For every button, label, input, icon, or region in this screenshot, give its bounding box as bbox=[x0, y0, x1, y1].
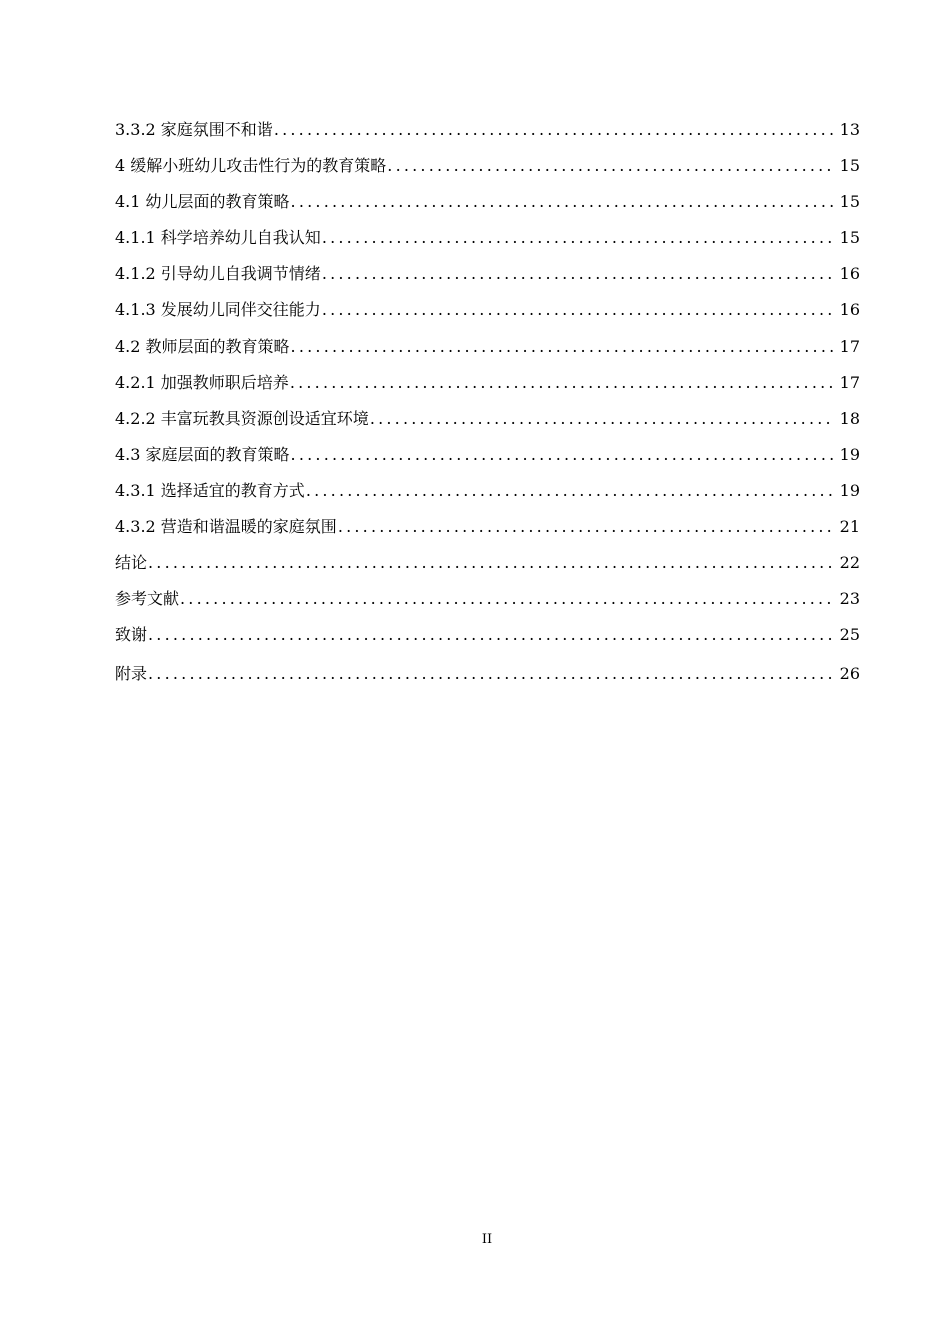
toc-entry[interactable] bbox=[115, 660, 860, 696]
toc-entry-label: 4.1.3 发展幼儿同伴交往能力 bbox=[115, 300, 321, 320]
toc-entry-page: 15 bbox=[839, 192, 860, 212]
toc-leader-dots bbox=[180, 585, 835, 613]
toc-entry-page: 22 bbox=[839, 553, 860, 573]
toc-entry[interactable] bbox=[115, 369, 860, 405]
toc-leader-dots bbox=[322, 296, 835, 324]
toc-leader-dots bbox=[291, 333, 835, 361]
toc-leader-dots bbox=[148, 660, 835, 688]
toc-entry-page: 15 bbox=[839, 156, 860, 176]
toc-entry-label: 4.1.2 引导幼儿自我调节情绪 bbox=[115, 264, 321, 284]
toc-entry[interactable] bbox=[115, 405, 860, 441]
toc-entry-page: 16 bbox=[839, 300, 860, 320]
toc-entry[interactable] bbox=[115, 333, 860, 369]
toc-entry-label: 3.3.2 家庭氛围不和谐 bbox=[115, 120, 273, 139]
toc-entry[interactable] bbox=[115, 621, 860, 657]
toc-entry-page: 19 bbox=[839, 480, 860, 500]
toc-entry-label: 4.2 教师层面的教育策略 bbox=[115, 336, 290, 356]
toc-leader-dots bbox=[322, 224, 835, 252]
toc-leader-dots bbox=[291, 441, 835, 469]
toc-entry-label: 4 缓解小班幼儿攻击性行为的教育策略 bbox=[115, 156, 387, 176]
toc-leader-dots bbox=[338, 513, 835, 541]
toc-leader-dots bbox=[387, 152, 835, 180]
toc-leader-dots bbox=[306, 477, 835, 505]
toc-leader-dots bbox=[290, 369, 835, 397]
toc-leader-dots bbox=[148, 549, 835, 577]
toc-entry-label: 结论 bbox=[115, 553, 148, 573]
toc-entry-page: 18 bbox=[839, 408, 860, 428]
toc-entry-page: 25 bbox=[839, 625, 860, 645]
toc-entry[interactable] bbox=[115, 224, 860, 260]
footer-page-number: II bbox=[481, 1232, 493, 1247]
toc-leader-dots bbox=[370, 405, 835, 433]
toc-entry-label: 4.1.1 科学培养幼儿自我认知 bbox=[115, 228, 321, 248]
toc-entry-page: 16 bbox=[839, 264, 860, 284]
toc-entry[interactable] bbox=[115, 441, 860, 477]
toc-entry[interactable] bbox=[115, 585, 860, 621]
toc-entry-page: 15 bbox=[839, 228, 860, 248]
toc-entry-label: 参考文献 bbox=[115, 589, 180, 609]
toc-entry-page: 21 bbox=[839, 517, 860, 537]
toc-entry-page: 26 bbox=[839, 664, 860, 684]
toc-leader-dots bbox=[322, 260, 835, 288]
toc-entry-page: 17 bbox=[839, 372, 860, 392]
toc-entry[interactable] bbox=[115, 188, 860, 224]
toc-entry-page: 13 bbox=[839, 120, 860, 139]
toc-entry[interactable] bbox=[115, 260, 860, 296]
toc-entry-label: 4.2.2 丰富玩教具资源创设适宜环境 bbox=[115, 408, 369, 428]
toc-entry-label: 4.1 幼儿层面的教育策略 bbox=[115, 192, 290, 212]
toc-entry[interactable] bbox=[115, 116, 860, 152]
toc-entry[interactable] bbox=[115, 152, 860, 188]
toc-leader-dots bbox=[274, 116, 835, 144]
toc-entry-page: 17 bbox=[839, 336, 860, 356]
toc-entry-label: 4.3.2 营造和谐温暖的家庭氛围 bbox=[115, 517, 337, 537]
table-of-contents bbox=[115, 116, 860, 697]
toc-entry-page: 19 bbox=[839, 444, 860, 464]
toc-leader-dots bbox=[291, 188, 835, 216]
toc-entry[interactable] bbox=[115, 549, 860, 585]
toc-entry-label: 4.3 家庭层面的教育策略 bbox=[115, 444, 290, 464]
toc-entry[interactable] bbox=[115, 296, 860, 332]
toc-entry[interactable] bbox=[115, 477, 860, 513]
toc-entry-label: 4.3.1 选择适宜的教育方式 bbox=[115, 480, 305, 500]
page-footer bbox=[0, 1232, 950, 1247]
toc-entry-page: 23 bbox=[839, 589, 860, 609]
toc-entry-label: 致谢 bbox=[115, 625, 148, 645]
toc-entry-label: 附录 bbox=[115, 664, 148, 684]
toc-entry[interactable] bbox=[115, 513, 860, 549]
toc-entry-label: 4.2.1 加强教师职后培养 bbox=[115, 372, 289, 392]
toc-leader-dots bbox=[148, 621, 835, 649]
